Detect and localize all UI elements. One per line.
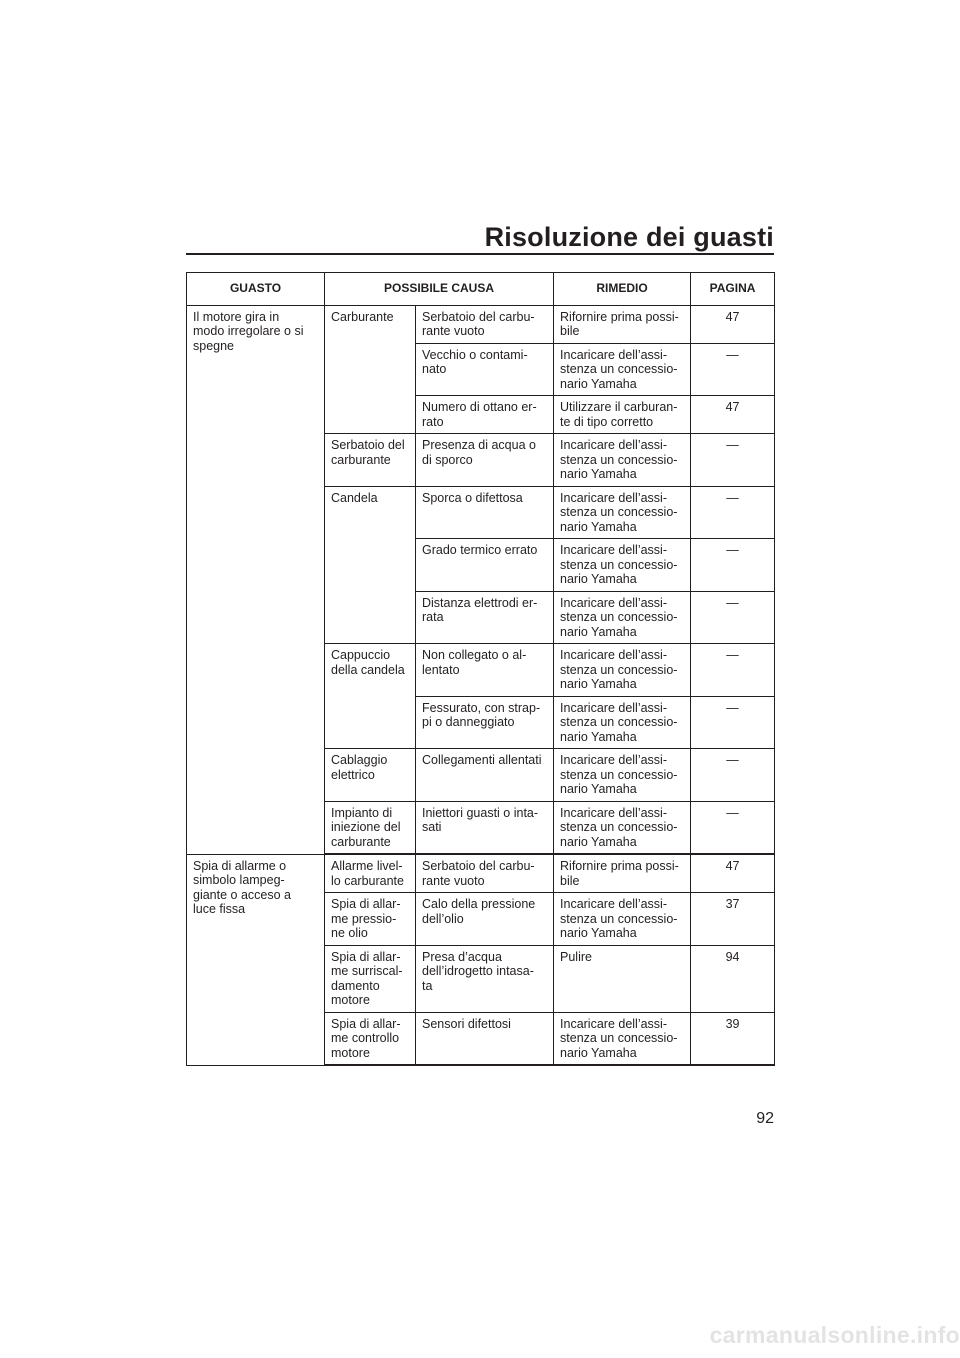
remedy-cell: Incaricare dell’assi- stenza un concessio- nario Yamaha	[554, 696, 691, 749]
component-cell: Serbatoio del carburante	[325, 434, 416, 487]
cause-cell: Sporca o difettosa	[416, 486, 554, 539]
remedy-cell: Incaricare dell’assi- stenza un concessio- nario Yamaha	[554, 486, 691, 539]
page-ref-cell: 37	[691, 893, 775, 946]
page-ref-cell: —	[691, 343, 775, 396]
troubleshooting-table	[186, 272, 775, 1066]
title-rule	[186, 253, 774, 255]
header-remedy: RIMEDIO	[554, 273, 691, 306]
cause-cell: Numero di ottano er- rato	[416, 396, 554, 434]
page-ref-cell: —	[691, 749, 775, 802]
page-ref-cell: —	[691, 539, 775, 592]
remedy-cell: Incaricare dell’assi- stenza un concessio- nario Yamaha	[554, 591, 691, 644]
remedy-cell: Incaricare dell’assi- stenza un concessio- nario Yamaha	[554, 801, 691, 854]
cause-cell: Fessurato, con strap- pi o danneggiato	[416, 696, 554, 749]
cause-cell: Presa d’acqua dell’idrogetto intasa- ta	[416, 945, 554, 1012]
remedy-cell: Incaricare dell’assi- stenza un concessio- nario Yamaha	[554, 343, 691, 396]
page-ref-cell: —	[691, 434, 775, 487]
page-ref-cell: 47	[691, 854, 775, 893]
page-ref-cell: —	[691, 696, 775, 749]
component-cell: Cappuccio della candela	[325, 644, 416, 749]
cause-cell: Grado termico errato	[416, 539, 554, 592]
remedy-cell: Incaricare dell’assi- stenza un concessio- nario Yamaha	[554, 434, 691, 487]
component-cell: Candela	[325, 486, 416, 644]
cause-cell: Iniettori guasti o inta- sati	[416, 801, 554, 854]
component-cell: Cablaggio elettrico	[325, 749, 416, 802]
header-page: PAGINA	[691, 273, 775, 306]
page-ref-cell: 47	[691, 396, 775, 434]
remedy-cell: Incaricare dell’assi- stenza un concessio- nario Yamaha	[554, 644, 691, 697]
cause-cell: Non collegato o al- lentato	[416, 644, 554, 697]
page-ref-cell: —	[691, 801, 775, 854]
component-cell: Carburante	[325, 305, 416, 434]
page-ref-cell: 94	[691, 945, 775, 1012]
page-ref-cell: —	[691, 591, 775, 644]
component-cell: Impianto di iniezione del carburante	[325, 801, 416, 854]
cause-cell: Collegamenti allentati	[416, 749, 554, 802]
cause-cell: Serbatoio del carbu- rante vuoto	[416, 854, 554, 893]
cause-cell: Calo della pressione dell’olio	[416, 893, 554, 946]
page-ref-cell: 39	[691, 1012, 775, 1065]
cause-cell: Distanza elettrodi er- rata	[416, 591, 554, 644]
table-row	[187, 854, 775, 893]
remedy-cell: Utilizzare il carburan- te di tipo corretto	[554, 396, 691, 434]
fault-cell: Spia di allarme o simbolo lampeg- giante o acceso a luce fissa	[187, 854, 325, 1065]
remedy-cell: Pulire	[554, 945, 691, 1012]
watermark: carmanualsonline.info	[709, 1322, 960, 1348]
page-number: 92	[756, 1110, 774, 1127]
fault-cell: Il motore gira in modo irregolare o si spegne	[187, 305, 325, 854]
table-body	[187, 305, 775, 1065]
component-cell: Allarme livel- lo carburante	[325, 854, 416, 893]
remedy-cell: Incaricare dell’assi- stenza un concessio- nario Yamaha	[554, 893, 691, 946]
remedy-cell: Rifornire prima possi- bile	[554, 854, 691, 893]
page-ref-cell: —	[691, 644, 775, 697]
page-ref-cell: 47	[691, 305, 775, 343]
component-cell: Spia di allar- me surriscal- damento motore	[325, 945, 416, 1012]
cause-cell: Serbatoio del carbu- rante vuoto	[416, 305, 554, 343]
header-fault: GUASTO	[187, 273, 325, 306]
component-cell: Spia di allar- me pressio- ne olio	[325, 893, 416, 946]
header-cause: POSSIBILE CAUSA	[325, 273, 554, 306]
remedy-cell: Incaricare dell’assi- stenza un concessio- nario Yamaha	[554, 1012, 691, 1065]
remedy-cell: Incaricare dell’assi- stenza un concessio- nario Yamaha	[554, 539, 691, 592]
remedy-cell: Rifornire prima possi- bile	[554, 305, 691, 343]
cause-cell: Sensori difettosi	[416, 1012, 554, 1065]
page-title: Risoluzione dei guasti	[484, 222, 774, 252]
table-header-row	[187, 273, 775, 306]
table-row	[187, 305, 775, 343]
cause-cell: Presenza di acqua o di sporco	[416, 434, 554, 487]
remedy-cell: Incaricare dell’assi- stenza un concessio- nario Yamaha	[554, 749, 691, 802]
cause-cell: Vecchio o contami- nato	[416, 343, 554, 396]
page-ref-cell: —	[691, 486, 775, 539]
component-cell: Spia di allar- me controllo motore	[325, 1012, 416, 1065]
